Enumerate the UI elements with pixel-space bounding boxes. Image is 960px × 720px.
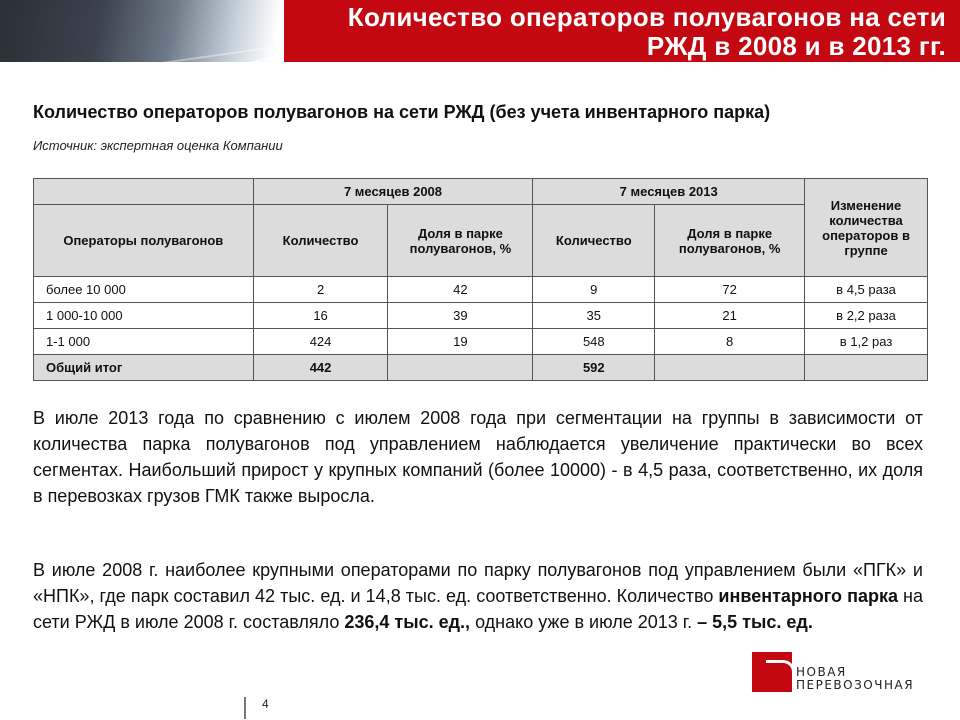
- cell-group: более 10 000: [34, 277, 254, 303]
- header-operators: Операторы полувагонов: [34, 205, 254, 277]
- header-empty-cell: [34, 179, 254, 205]
- header-period-2013: 7 месяцев 2013: [533, 179, 805, 205]
- page-title: [348, 3, 946, 61]
- header-period-2008: 7 месяцев 2008: [253, 179, 533, 205]
- table-row: [34, 303, 928, 329]
- header-share-2008: Доля в парке полувагонов, %: [388, 205, 533, 277]
- table-total-row: [34, 355, 928, 381]
- cell-total-empty: [388, 355, 533, 381]
- table-group-header-row: [34, 179, 928, 205]
- cell-count-2013: 548: [533, 329, 655, 355]
- paragraph-text: однако уже в июле 2013 г.: [470, 612, 698, 632]
- cell-group: 1-1 000: [34, 329, 254, 355]
- cell-total-2008: 442: [253, 355, 388, 381]
- cell-total-empty: [805, 355, 928, 381]
- operators-table: [33, 178, 928, 381]
- cell-share-2008: 39: [388, 303, 533, 329]
- paragraph-inventory: [33, 557, 923, 635]
- header-banner: [0, 0, 960, 62]
- cell-share-2008: 19: [388, 329, 533, 355]
- paragraph-text: В июле 2008 г. наиболее крупными операторами по парку полувагонов под управлением были «ПГК» и «НПК», где парк составил 42 тыс. ед. и 14,8 тыс. ед. соответственно. Количество: [33, 560, 923, 606]
- source-note: Источник: экспертная оценка Компании: [33, 138, 283, 153]
- cell-total-2013: 592: [533, 355, 655, 381]
- footer-divider: [244, 697, 246, 719]
- header-count-2013: Количество: [533, 205, 655, 277]
- page-title-line1: Количество операторов полувагонов на сети: [347, 2, 946, 32]
- table-row: [34, 277, 928, 303]
- page-title-line2: РЖД в 2008 и в 2013 гг.: [646, 31, 946, 61]
- cell-change: в 1,2 раз: [805, 329, 928, 355]
- header-share-2013: Доля в парке полувагонов, %: [655, 205, 805, 277]
- paragraph-bold-text: – 5,5 тыс. ед.: [697, 612, 813, 632]
- cell-count-2013: 35: [533, 303, 655, 329]
- logo-text: [796, 666, 914, 692]
- paragraph-bold-text: инвентарного парка: [718, 586, 898, 606]
- cell-count-2008: 424: [253, 329, 388, 355]
- cell-count-2008: 2: [253, 277, 388, 303]
- paragraph-text: на сети РЖД в июле 2008 г. составляло: [33, 586, 924, 632]
- company-logo: [752, 652, 942, 694]
- cell-change: в 2,2 раза: [805, 303, 928, 329]
- cell-total-label: Общий итог: [34, 355, 254, 381]
- cell-share-2008: 42: [388, 277, 533, 303]
- logo-line1: НОВАЯ: [796, 665, 847, 679]
- cell-count-2008: 16: [253, 303, 388, 329]
- paragraph-segmentation: В июле 2013 года по сравнению с июлем 2008 года при сегментации на группы в зависимости от количества парка полувагонов под управлением наблюдается увеличение практически во всех сегментах. Наибольший прирост у крупных компаний (более 10000) - в 4,5 раза, соответственно, их доля в перевозках грузов ГМК также выросла.: [33, 408, 923, 506]
- header-photo: [0, 0, 284, 62]
- table-title: Количество операторов полувагонов на сети РЖД (без учета инвентарного парка): [33, 102, 771, 122]
- logo-line2: ПЕРЕВОЗОЧНАЯ: [796, 678, 915, 692]
- cell-share-2013: 8: [655, 329, 805, 355]
- header-count-2008: Количество: [253, 205, 388, 277]
- page-number: 4: [262, 697, 269, 711]
- cell-share-2013: 72: [655, 277, 805, 303]
- cell-count-2013: 9: [533, 277, 655, 303]
- header-change: Изменение количества операторов в группе: [805, 179, 928, 277]
- cell-share-2013: 21: [655, 303, 805, 329]
- cell-change: в 4,5 раза: [805, 277, 928, 303]
- logo-mark-icon: [752, 652, 792, 692]
- cell-total-empty: [655, 355, 805, 381]
- cell-group: 1 000-10 000: [34, 303, 254, 329]
- header-red-block: [284, 0, 960, 62]
- table-row: [34, 329, 928, 355]
- paragraph-bold-text: 236,4 тыс. ед.,: [344, 612, 471, 632]
- table-column-header-row: [34, 205, 928, 277]
